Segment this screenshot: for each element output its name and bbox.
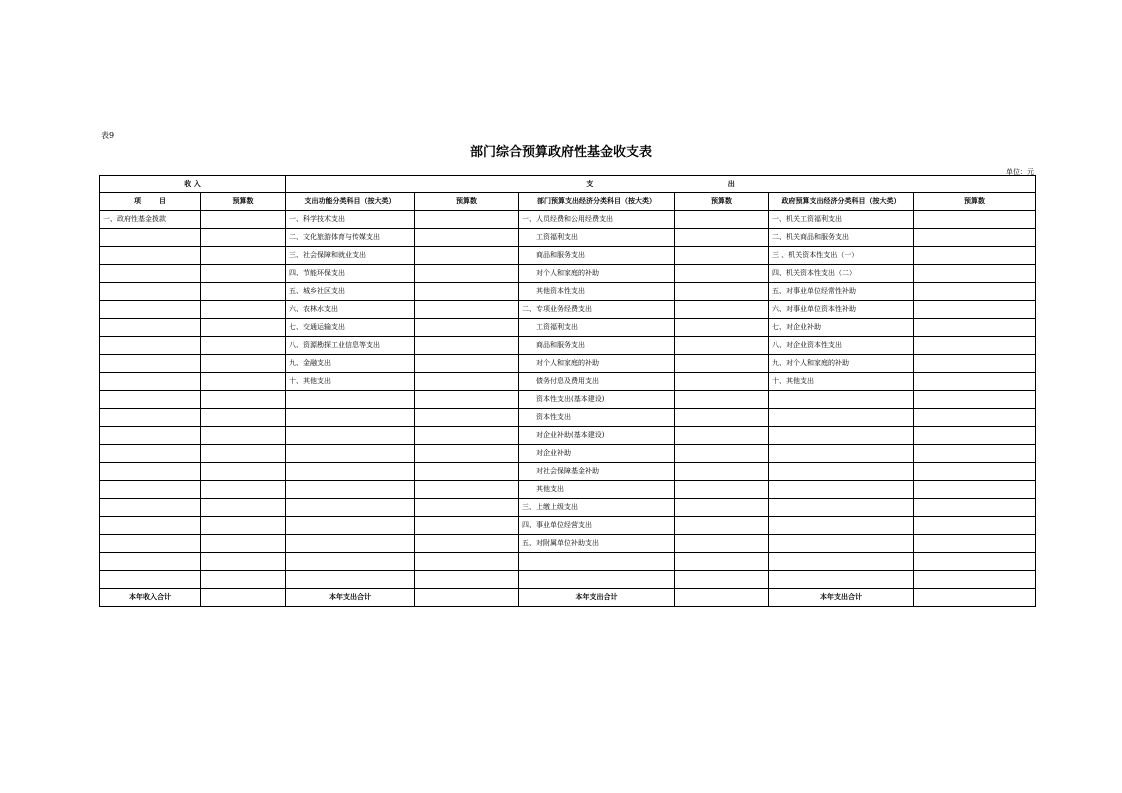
dept-budget-cell — [675, 445, 769, 463]
dept-budget-cell — [675, 319, 769, 337]
dept-budget-cell — [675, 535, 769, 553]
dept-item-cell: 债务付息及费用支出 — [519, 373, 675, 391]
dept-item-cell: 其他资本性支出 — [519, 283, 675, 301]
unit-label: 单位：元 — [1006, 168, 1034, 176]
dept-budget-cell — [675, 409, 769, 427]
column-header-row — [100, 193, 1036, 211]
func-item-cell — [286, 427, 415, 445]
income-budget-cell — [201, 499, 286, 517]
gov-item-cell — [769, 553, 914, 571]
gov-budget-cell — [914, 427, 1036, 445]
dept-total-label: 本年支出合计 — [519, 589, 675, 607]
income-header-char-1: 收 — [184, 180, 192, 188]
func-budget-cell — [415, 553, 519, 571]
dept-item-cell: 资本性支出(基本建设) — [519, 391, 675, 409]
func-budget-cell — [415, 481, 519, 499]
gov-total-value — [914, 589, 1036, 607]
func-budget-cell — [415, 337, 519, 355]
income-item-cell — [100, 355, 201, 373]
income-budget-cell — [201, 301, 286, 319]
col-income-item-char-2: 目 — [159, 197, 166, 205]
table-row — [100, 337, 1036, 355]
table-row — [100, 373, 1036, 391]
func-item-cell — [286, 481, 415, 499]
col-func-budget: 预算数 — [415, 193, 519, 211]
func-item-cell — [286, 391, 415, 409]
gov-budget-cell — [914, 211, 1036, 229]
dept-budget-cell — [675, 553, 769, 571]
gov-item-cell: 六、对事业单位资本性补助 — [769, 301, 914, 319]
func-item-cell — [286, 445, 415, 463]
gov-budget-cell — [914, 391, 1036, 409]
income-item-cell: 一、政府性基金拨款 — [100, 211, 201, 229]
col-func-class: 支出功能分类科目（按大类） — [286, 193, 415, 211]
func-budget-cell — [415, 247, 519, 265]
gov-budget-cell — [914, 571, 1036, 589]
income-item-cell — [100, 535, 201, 553]
func-budget-cell — [415, 265, 519, 283]
gov-item-cell: 一、机关工资福利支出 — [769, 211, 914, 229]
func-item-cell — [286, 553, 415, 571]
income-budget-cell — [201, 283, 286, 301]
income-budget-cell — [201, 427, 286, 445]
func-budget-cell — [415, 409, 519, 427]
page-title: 部门综合预算政府性基金收支表 — [469, 145, 652, 160]
dept-budget-cell — [675, 373, 769, 391]
func-item-cell: 六、农林水支出 — [286, 301, 415, 319]
dept-budget-cell — [675, 355, 769, 373]
dept-item-cell: 对个人和家庭的补助 — [519, 265, 675, 283]
table-row — [100, 481, 1036, 499]
income-item-cell — [100, 337, 201, 355]
income-item-cell — [100, 319, 201, 337]
income-budget-cell — [201, 319, 286, 337]
table-row — [100, 229, 1036, 247]
func-item-cell: 八、资源勘探工业信息等支出 — [286, 337, 415, 355]
section-header-row — [100, 176, 1036, 193]
income-item-cell — [100, 265, 201, 283]
func-total-label: 本年支出合计 — [286, 589, 415, 607]
income-budget-cell — [201, 391, 286, 409]
gov-budget-cell — [914, 499, 1036, 517]
gov-budget-cell — [914, 265, 1036, 283]
table-number: 表9 — [101, 131, 115, 140]
table-row — [100, 427, 1036, 445]
table-row — [100, 445, 1036, 463]
income-item-cell — [100, 247, 201, 265]
expense-header-char-2: 出 — [727, 180, 735, 188]
dept-item-cell: 对社会保障基金补助 — [519, 463, 675, 481]
col-dept-econ: 部门预算支出经济分类科目（按大类） — [519, 193, 675, 211]
gov-budget-cell — [914, 319, 1036, 337]
income-budget-cell — [201, 409, 286, 427]
func-budget-cell — [415, 373, 519, 391]
table-row — [100, 463, 1036, 481]
income-item-cell — [100, 229, 201, 247]
dept-item-cell: 四、事业单位经营支出 — [519, 517, 675, 535]
dept-item-cell: 商品和服务支出 — [519, 337, 675, 355]
gov-budget-cell — [914, 463, 1036, 481]
income-budget-cell — [201, 229, 286, 247]
dept-item-cell: 五、对附属单位补助支出 — [519, 535, 675, 553]
income-budget-cell — [201, 553, 286, 571]
income-item-cell — [100, 481, 201, 499]
dept-budget-cell — [675, 211, 769, 229]
dept-item-cell: 三、上缴上级支出 — [519, 499, 675, 517]
gov-budget-cell — [914, 445, 1036, 463]
dept-item-cell: 二、专项业务经费支出 — [519, 301, 675, 319]
func-budget-cell — [415, 391, 519, 409]
gov-item-cell — [769, 499, 914, 517]
income-item-cell — [100, 373, 201, 391]
col-income-budget: 预算数 — [201, 193, 286, 211]
gov-budget-cell — [914, 247, 1036, 265]
func-budget-cell — [415, 211, 519, 229]
income-item-cell — [100, 409, 201, 427]
func-item-cell: 五、城乡社区支出 — [286, 283, 415, 301]
gov-item-cell: 四、机关资本性支出（二） — [769, 265, 914, 283]
gov-total-label: 本年支出合计 — [769, 589, 914, 607]
income-budget-cell — [201, 355, 286, 373]
func-item-cell: 七、交通运输支出 — [286, 319, 415, 337]
table-row — [100, 283, 1036, 301]
dept-item-cell: 其他支出 — [519, 481, 675, 499]
income-item-cell — [100, 517, 201, 535]
table-row — [100, 499, 1036, 517]
income-budget-cell — [201, 373, 286, 391]
table-row — [100, 535, 1036, 553]
gov-item-cell — [769, 427, 914, 445]
income-item-cell — [100, 571, 201, 589]
func-item-cell — [286, 571, 415, 589]
gov-budget-cell — [914, 301, 1036, 319]
func-item-cell: 九、金融支出 — [286, 355, 415, 373]
func-budget-cell — [415, 517, 519, 535]
income-budget-cell — [201, 445, 286, 463]
func-item-cell — [286, 499, 415, 517]
func-budget-cell — [415, 355, 519, 373]
func-budget-cell — [415, 571, 519, 589]
dept-budget-cell — [675, 301, 769, 319]
income-section-header — [100, 176, 286, 193]
gov-item-cell: 八、对企业资本性支出 — [769, 337, 914, 355]
dept-budget-cell — [675, 229, 769, 247]
func-item-cell — [286, 535, 415, 553]
func-budget-cell — [415, 463, 519, 481]
income-item-cell — [100, 283, 201, 301]
income-budget-cell — [201, 571, 286, 589]
func-budget-cell — [415, 499, 519, 517]
table-row — [100, 355, 1036, 373]
income-item-cell — [100, 499, 201, 517]
income-budget-cell — [201, 211, 286, 229]
table-row — [100, 265, 1036, 283]
func-budget-cell — [415, 283, 519, 301]
dept-budget-cell — [675, 499, 769, 517]
dept-item-cell: 对个人和家庭的补助 — [519, 355, 675, 373]
income-header-char-2: 入 — [193, 180, 201, 188]
func-budget-cell — [415, 319, 519, 337]
func-item-cell — [286, 463, 415, 481]
dept-item-cell: 工资福利支出 — [519, 229, 675, 247]
dept-budget-cell — [675, 391, 769, 409]
gov-item-cell — [769, 481, 914, 499]
dept-item-cell — [519, 571, 675, 589]
income-item-cell — [100, 427, 201, 445]
table-row — [100, 391, 1036, 409]
dept-item-cell — [519, 553, 675, 571]
func-item-cell — [286, 409, 415, 427]
total-row — [100, 589, 1036, 607]
func-item-cell: 一、科学技术支出 — [286, 211, 415, 229]
func-budget-cell — [415, 535, 519, 553]
dept-budget-cell — [675, 265, 769, 283]
dept-item-cell: 资本性支出 — [519, 409, 675, 427]
gov-budget-cell — [914, 229, 1036, 247]
table-row — [100, 211, 1036, 229]
func-budget-cell — [415, 427, 519, 445]
gov-item-cell: 七、对企业补助 — [769, 319, 914, 337]
dept-budget-cell — [675, 337, 769, 355]
income-budget-cell — [201, 463, 286, 481]
dept-budget-cell — [675, 283, 769, 301]
income-total-label: 本年收入合计 — [100, 589, 201, 607]
func-item-cell — [286, 517, 415, 535]
table-row — [100, 409, 1036, 427]
func-total-value — [415, 589, 519, 607]
col-gov-econ: 政府预算支出经济分类科目（按大类） — [769, 193, 914, 211]
table-row — [100, 319, 1036, 337]
gov-budget-cell — [914, 283, 1036, 301]
expense-header-char-1: 支 — [586, 180, 594, 188]
gov-budget-cell — [914, 535, 1036, 553]
gov-item-cell: 五、对事业单位经常性补助 — [769, 283, 914, 301]
income-budget-cell — [201, 337, 286, 355]
income-item-cell — [100, 391, 201, 409]
gov-budget-cell — [914, 517, 1036, 535]
func-item-cell: 十、其他支出 — [286, 373, 415, 391]
gov-item-cell: 三 、机关资本性支出（一） — [769, 247, 914, 265]
col-income-item-char-1: 项 — [134, 197, 141, 205]
gov-budget-cell — [914, 337, 1036, 355]
expense-section-header — [286, 176, 1036, 193]
table-row — [100, 247, 1036, 265]
dept-item-cell: 商品和服务支出 — [519, 247, 675, 265]
func-item-cell: 二、文化旅游体育与传媒支出 — [286, 229, 415, 247]
gov-budget-cell — [914, 481, 1036, 499]
func-budget-cell — [415, 229, 519, 247]
dept-item-cell: 一、人员经费和公用经费支出 — [519, 211, 675, 229]
func-item-cell: 三、社会保障和就业支出 — [286, 247, 415, 265]
col-gov-budget: 预算数 — [914, 193, 1036, 211]
table-row — [100, 517, 1036, 535]
dept-budget-cell — [675, 427, 769, 445]
gov-budget-cell — [914, 409, 1036, 427]
gov-item-cell: 九、对个人和家庭的补助 — [769, 355, 914, 373]
income-item-cell — [100, 463, 201, 481]
gov-item-cell: 十、其他支出 — [769, 373, 914, 391]
gov-item-cell — [769, 391, 914, 409]
income-budget-cell — [201, 247, 286, 265]
gov-item-cell — [769, 517, 914, 535]
income-total-value — [201, 589, 286, 607]
dept-item-cell: 工资福利支出 — [519, 319, 675, 337]
income-item-cell — [100, 301, 201, 319]
func-item-cell: 四、节能环保支出 — [286, 265, 415, 283]
gov-item-cell — [769, 463, 914, 481]
col-income-item — [100, 193, 201, 211]
gov-item-cell — [769, 445, 914, 463]
dept-item-cell: 对企业补助(基本建设) — [519, 427, 675, 445]
budget-table — [99, 175, 1036, 607]
gov-budget-cell — [914, 355, 1036, 373]
gov-item-cell — [769, 535, 914, 553]
table-row — [100, 301, 1036, 319]
income-budget-cell — [201, 265, 286, 283]
dept-budget-cell — [675, 517, 769, 535]
dept-budget-cell — [675, 571, 769, 589]
income-item-cell — [100, 445, 201, 463]
col-dept-budget: 预算数 — [675, 193, 769, 211]
func-budget-cell — [415, 301, 519, 319]
dept-budget-cell — [675, 247, 769, 265]
gov-budget-cell — [914, 553, 1036, 571]
gov-item-cell — [769, 571, 914, 589]
income-budget-cell — [201, 535, 286, 553]
func-budget-cell — [415, 445, 519, 463]
gov-item-cell — [769, 409, 914, 427]
gov-budget-cell — [914, 373, 1036, 391]
gov-item-cell: 二、机关商品和服务支出 — [769, 229, 914, 247]
income-item-cell — [100, 553, 201, 571]
table-row — [100, 571, 1036, 589]
income-budget-cell — [201, 517, 286, 535]
dept-item-cell: 对企业补助 — [519, 445, 675, 463]
dept-total-value — [675, 589, 769, 607]
income-budget-cell — [201, 481, 286, 499]
dept-budget-cell — [675, 463, 769, 481]
table-row — [100, 553, 1036, 571]
dept-budget-cell — [675, 481, 769, 499]
